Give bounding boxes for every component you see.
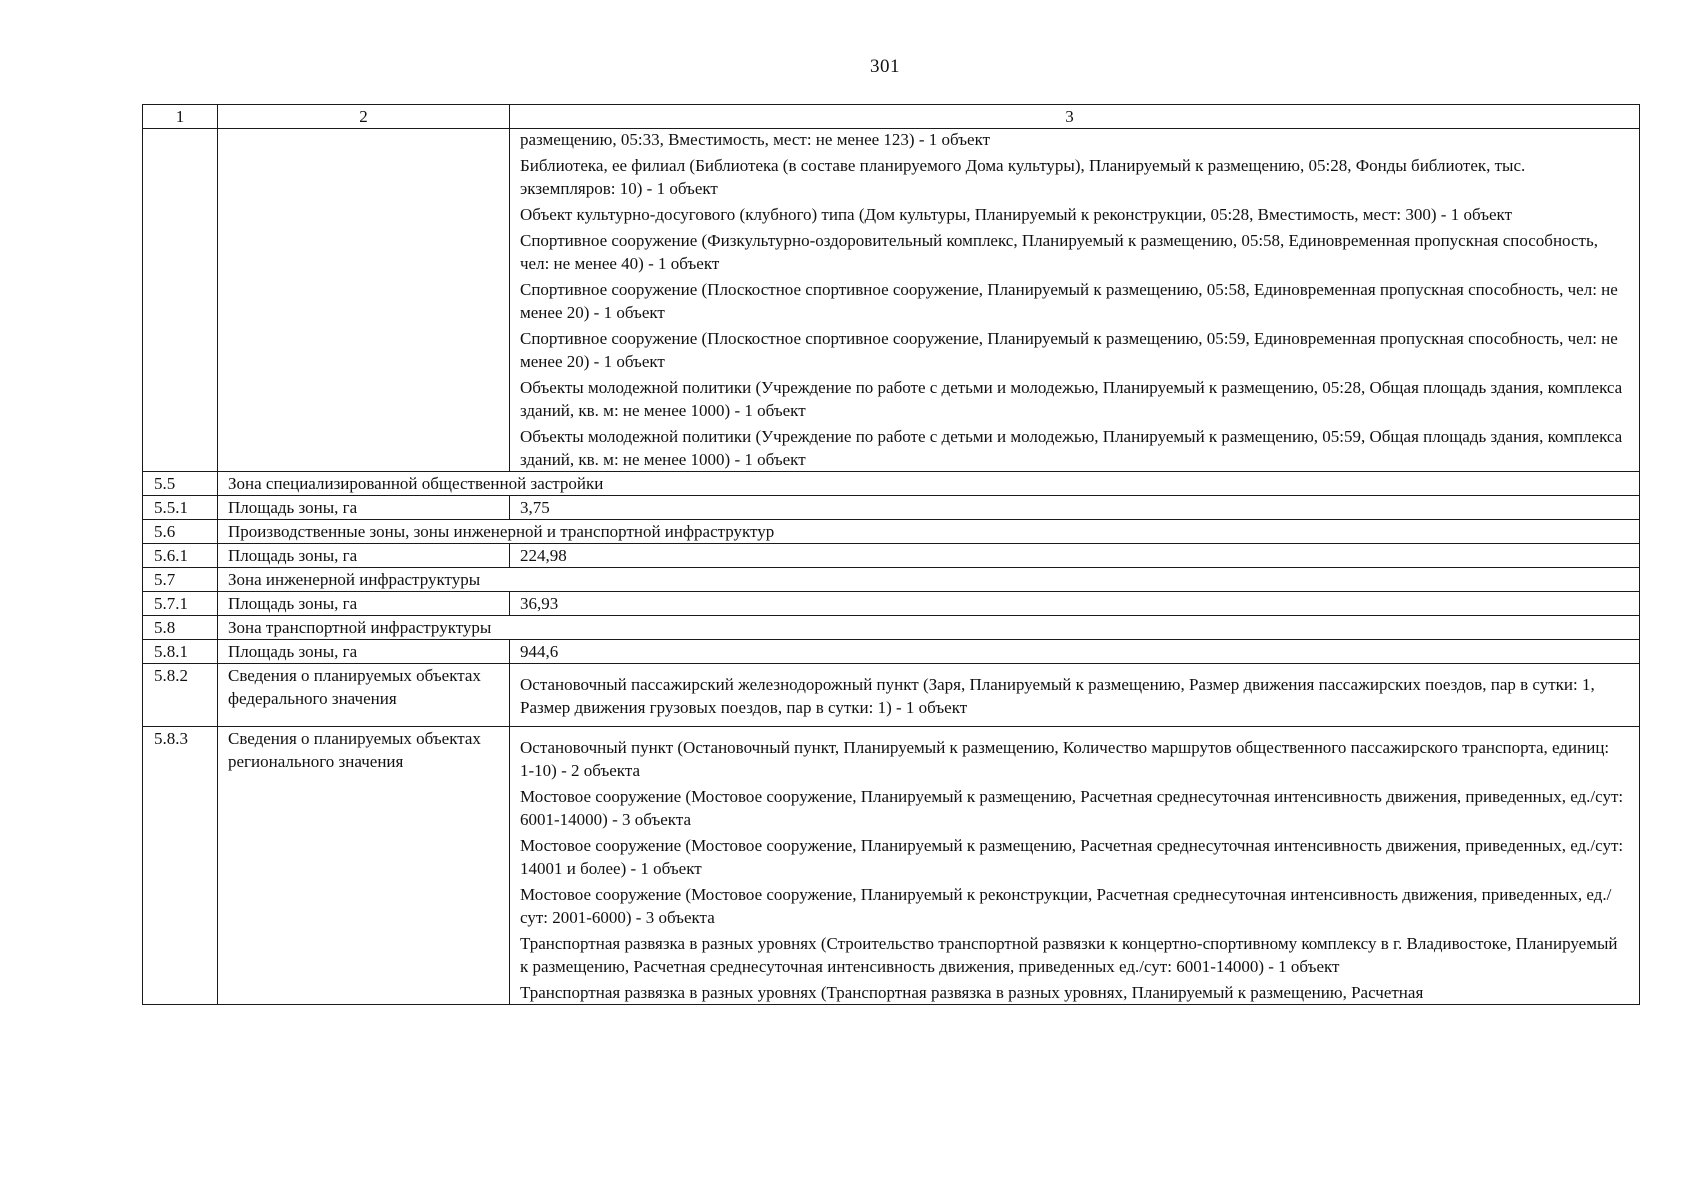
zone-title: Зона инженерной инфраструктуры bbox=[218, 568, 1640, 592]
row-number: 5.6 bbox=[143, 520, 218, 544]
table-row-5-6-1 bbox=[143, 544, 1640, 568]
row-number: 5.5 bbox=[143, 472, 218, 496]
table-row-5-8-2 bbox=[143, 664, 1640, 727]
object-entry: Спортивное сооружение (Плоскостное спортивное сооружение, Планируемый к размещению, 05:58, Единовременная пропускная способность, чел: не менее 20) - 1 объект bbox=[520, 280, 1618, 322]
object-entry: Объекты молодежной политики (Учреждение по работе с детьми и молодежью, Планируемый к размещению, 05:28, Общая площадь здания, комплекса зданий, кв. м: не менее 1000) - 1 объект bbox=[520, 378, 1623, 420]
continued-row bbox=[143, 129, 1640, 472]
area-value: 36,93 bbox=[510, 592, 1640, 616]
zone-title: Зона транспортной инфраструктуры bbox=[218, 616, 1640, 640]
object-entry: Остановочный пункт (Остановочный пункт, Планируемый к размещению, Количество маршрутов общественного пассажирского транспорта, единиц: 1-10) - 2 объекта bbox=[520, 738, 1610, 780]
header-col-1: 1 bbox=[143, 105, 218, 129]
row-number: 5.8.2 bbox=[143, 664, 218, 727]
row-number: 5.8.1 bbox=[143, 640, 218, 664]
table-row-5-7-1 bbox=[143, 592, 1640, 616]
document-table bbox=[142, 104, 1640, 1005]
table-row-5-8 bbox=[143, 616, 1640, 640]
zone-title: Производственные зоны, зоны инженерной и транспортной инфраструктур bbox=[218, 520, 1640, 544]
area-label: Площадь зоны, га bbox=[218, 544, 510, 568]
row-number: 5.8 bbox=[143, 616, 218, 640]
table-row-5-5-1 bbox=[143, 496, 1640, 520]
info-content-cell bbox=[510, 664, 1640, 727]
object-entry: Остановочный пассажирский железнодорожный пункт (Заря, Планируемый к размещению, Размер движения пассажирских поездов, пар в сутки: 1, Размер движения грузовых поездов, пар в сутки: 1) - 1 объект bbox=[520, 675, 1595, 717]
page-number: 301 bbox=[870, 56, 900, 77]
object-entry: Спортивное сооружение (Плоскостное спортивное сооружение, Планируемый к размещению, 05:59, Единовременная пропускная способность, чел: не менее 20) - 1 объект bbox=[520, 329, 1618, 371]
object-entry: Транспортная развязка в разных уровнях (Строительство транспортной развязки к концертно-спортивному комплексу в г. Владивостоке, Планируемый к размещению, Расчетная среднесуточная интенсивность движения, приведенных ед./сут: 6001-14000) - 1 объект bbox=[520, 934, 1618, 976]
table-row-5-7 bbox=[143, 568, 1640, 592]
table-row-5-5 bbox=[143, 472, 1640, 496]
zone-title: Зона специализированной общественной застройки bbox=[218, 472, 1640, 496]
row-number: 5.8.3 bbox=[143, 727, 218, 1005]
object-entry: Библиотека, ее филиал (Библиотека (в составе планируемого Дома культуры), Планируемый к размещению, 05:28, Фонды библиотек, тыс. экземпляров: 10) - 1 объект bbox=[520, 156, 1526, 198]
header-col-3: 3 bbox=[510, 105, 1640, 129]
info-content-cell bbox=[510, 727, 1640, 1005]
object-entry: Мостовое сооружение (Мостовое сооружение, Планируемый к размещению, Расчетная среднесуточная интенсивность движения, приведенных, ед./сут: 6001-14000) - 3 объекта bbox=[520, 787, 1624, 829]
continued-num-cell bbox=[143, 129, 218, 472]
row-number: 5.7 bbox=[143, 568, 218, 592]
row-number: 5.6.1 bbox=[143, 544, 218, 568]
object-entry: Мостовое сооружение (Мостовое сооружение, Планируемый к реконструкции, Расчетная среднесуточная интенсивность движения, приведенных, ед./сут: 2001-6000) - 3 объекта bbox=[520, 885, 1612, 927]
continued-label-cell bbox=[218, 129, 510, 472]
table-row-5-6 bbox=[143, 520, 1640, 544]
table-row-5-8-3 bbox=[143, 727, 1640, 1005]
object-entry: Объекты молодежной политики (Учреждение по работе с детьми и молодежью, Планируемый к размещению, 05:59, Общая площадь здания, комплекса зданий, кв. м: не менее 1000) - 1 объект bbox=[520, 427, 1623, 469]
area-label: Площадь зоны, га bbox=[218, 496, 510, 520]
area-value: 944,6 bbox=[510, 640, 1640, 664]
table-row-5-8-1 bbox=[143, 640, 1640, 664]
continued-content-cell bbox=[510, 129, 1640, 472]
object-entry: Мостовое сооружение (Мостовое сооружение, Планируемый к размещению, Расчетная среднесуточная интенсивность движения, приведенных, ед./сут: 14001 и более) - 1 объект bbox=[520, 836, 1624, 878]
row-number: 5.7.1 bbox=[143, 592, 218, 616]
info-label: Сведения о планируемых объектах федерального значения bbox=[218, 664, 510, 727]
area-label: Площадь зоны, га bbox=[218, 592, 510, 616]
object-entry: Спортивное сооружение (Физкультурно-оздоровительный комплекс, Планируемый к размещению, 05:58, Единовременная пропускная способность, чел: не менее 40) - 1 объект bbox=[520, 231, 1598, 273]
row-number: 5.5.1 bbox=[143, 496, 218, 520]
table-header-row bbox=[143, 105, 1640, 129]
object-entry: Объект культурно-досугового (клубного) типа (Дом культуры, Планируемый к реконструкции, 05:28, Вместимость, мест: 300) - 1 объект bbox=[520, 205, 1512, 224]
object-entry: размещению, 05:33, Вместимость, мест: не менее 123) - 1 объект bbox=[520, 130, 991, 149]
header-col-2: 2 bbox=[218, 105, 510, 129]
area-value: 3,75 bbox=[510, 496, 1640, 520]
area-value: 224,98 bbox=[510, 544, 1640, 568]
info-label: Сведения о планируемых объектах регионального значения bbox=[218, 727, 510, 1005]
area-label: Площадь зоны, га bbox=[218, 640, 510, 664]
object-entry: Транспортная развязка в разных уровнях (Транспортная развязка в разных уровнях, Планируемый к размещению, Расчетная bbox=[520, 983, 1424, 1002]
